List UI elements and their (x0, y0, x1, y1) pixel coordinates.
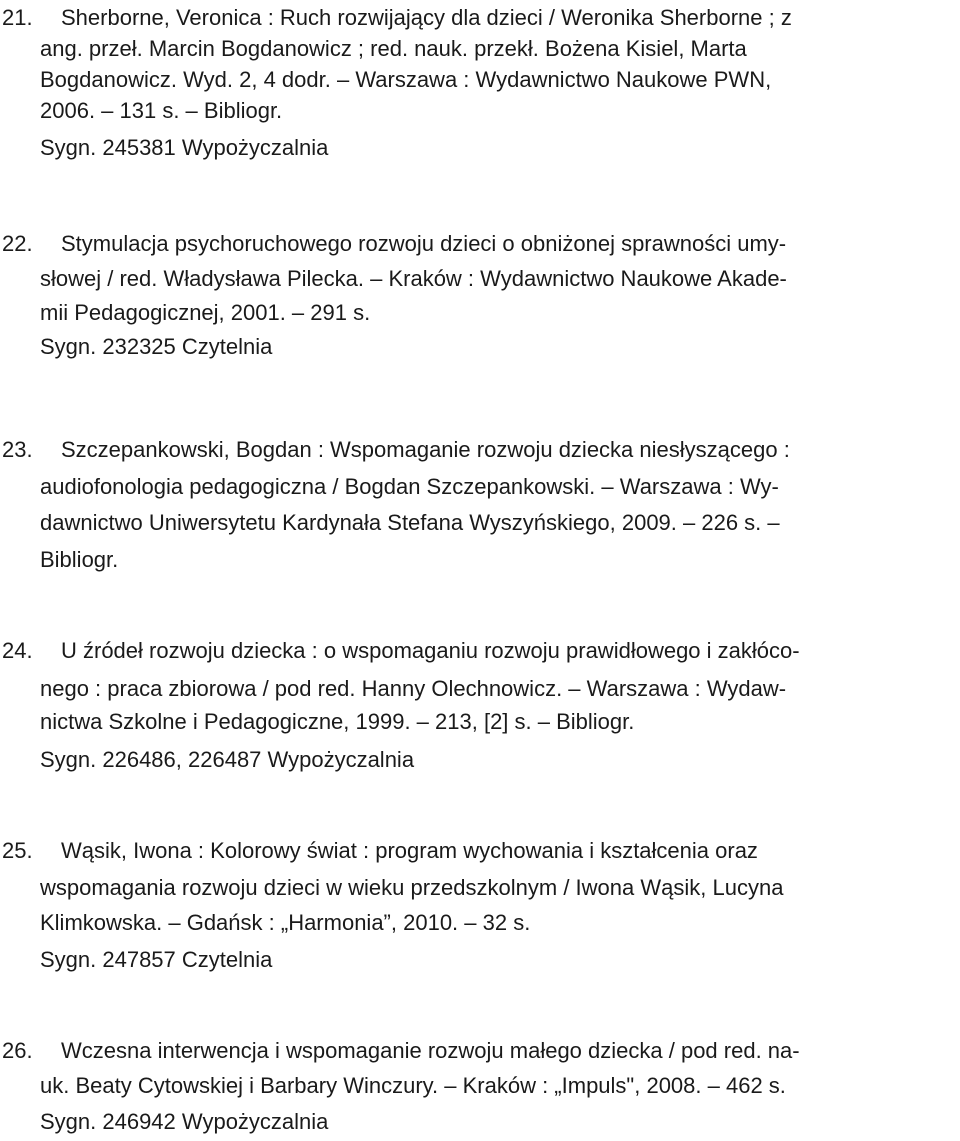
entry-line: nictwa Szkolne i Pedagogiczne, 1999. – 213, [2] s. – Bibliogr. (40, 709, 635, 734)
entry-line: dawnictwo Uniwersytetu Kardynała Stefana Wyszyńskiego, 2009. – 226 s. – (40, 510, 780, 535)
entry-line: ang. przeł. Marcin Bogdanowicz ; red. nauk. przekł. Bożena Kisiel, Marta (40, 36, 747, 61)
entry-line: Sherborne, Veronica : Ruch rozwijający dla dzieci / Weronika Sherborne ; z (61, 5, 792, 30)
entry-number: 24. (2, 638, 33, 663)
entry-line: Wczesna interwencja i wspomaganie rozwoju małego dziecka / pod red. na- (61, 1038, 800, 1063)
entry-line: audiofonologia pedagogiczna / Bogdan Szczepankowski. – Warszawa : Wy- (40, 474, 779, 499)
entry-number: 22. (2, 231, 33, 256)
entry-number: 25. (2, 838, 33, 863)
entry-callnumber: Sygn. 245381 Wypożyczalnia (40, 135, 329, 160)
entry-callnumber: Sygn. 232325 Czytelnia (40, 334, 273, 359)
entry-line: U źródeł rozwoju dziecka : o wspomaganiu rozwoju prawidłowego i zakłóco- (61, 638, 800, 663)
entry-line: Wąsik, Iwona : Kolorowy świat : program wychowania i kształcenia oraz (61, 838, 758, 863)
entry-line: Stymulacja psychoruchowego rozwoju dzieci o obniżonej sprawności umy- (61, 231, 787, 256)
entry-line: słowej / red. Władysława Pilecka. – Kraków : Wydawnictwo Naukowe Akade- (40, 266, 787, 291)
entry-line: mii Pedagogicznej, 2001. – 291 s. (40, 300, 371, 325)
entry-callnumber: Sygn. 246942 Wypożyczalnia (40, 1109, 329, 1134)
entry-line: wspomagania rozwoju dzieci w wieku przedszkolnym / Iwona Wąsik, Lucyna (40, 875, 784, 900)
entry-line: nego : praca zbiorowa / pod red. Hanny Olechnowicz. – Warszawa : Wydaw- (40, 676, 787, 701)
entry-number: 26. (2, 1038, 33, 1063)
entry-number: 21. (2, 5, 33, 30)
entry-callnumber: Sygn. 226486, 226487 Wypożyczalnia (40, 747, 415, 772)
entry-line: Klimkowska. – Gdańsk : „Harmonia”, 2010. – 32 s. (40, 910, 531, 935)
entry-line: Szczepankowski, Bogdan : Wspomaganie rozwoju dziecka niesłyszącego : (61, 437, 790, 462)
entry-line: Bibliogr. (40, 547, 119, 572)
entry-line: uk. Beaty Cytowskiej i Barbary Winczury. – Kraków : „Impuls", 2008. – 462 s. (40, 1073, 786, 1098)
entry-number: 23. (2, 437, 33, 462)
entry-line: 2006. – 131 s. – Bibliogr. (40, 98, 283, 123)
entry-line: Bogdanowicz. Wyd. 2, 4 dodr. – Warszawa : Wydawnictwo Naukowe PWN, (40, 67, 772, 92)
entry-callnumber: Sygn. 247857 Czytelnia (40, 947, 273, 972)
